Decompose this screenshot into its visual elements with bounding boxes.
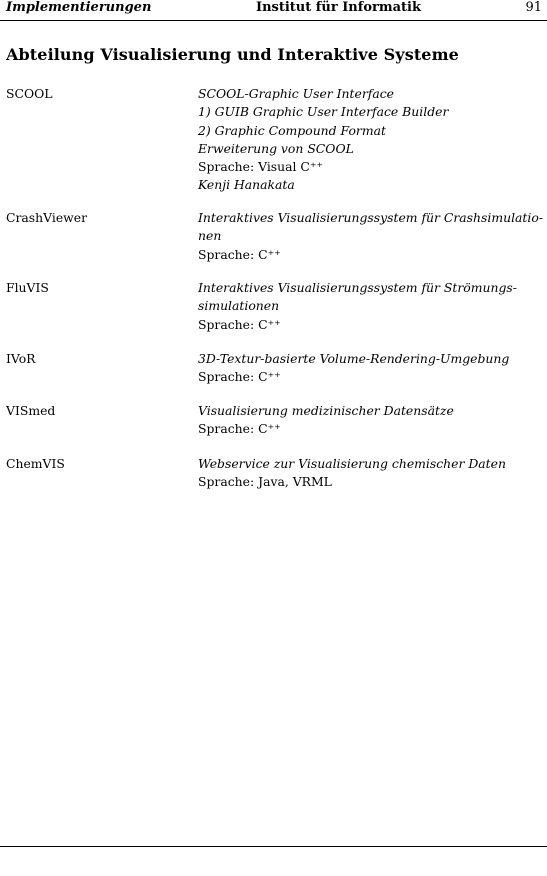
entry-author: Kenji Hanakata [198,177,295,193]
running-head-institute: Institut für Informatik [256,0,421,15]
entry-line: simulationen [198,298,280,314]
entry-description [198,85,544,195]
entry-line: Webservice zur Visualisierung chemischer Daten [198,456,506,471]
section-title: Abteilung Visualisierung und Interaktive Systeme [6,45,459,64]
entry-line: Interaktives Visualisierungssystem für Crashsimulatio- [198,210,544,225]
entry-line: SCOOL-Graphic User Interface [198,86,395,101]
entry-language: Sprache: C⁺⁺ [198,421,281,437]
entry-description [198,455,544,492]
running-head [6,0,542,18]
entry-name: CrashViewer [6,210,88,225]
entry-language: Sprache: C⁺⁺ [198,316,281,332]
entry-name: SCOOL [6,86,53,101]
entry-language: Sprache: Java, VRML [198,474,332,490]
entry-name: IVoR [6,351,36,366]
entry-line: nen [198,228,222,244]
entry-description [198,279,544,334]
entry-language: Sprache: C⁺⁺ [198,246,281,262]
entry-description [198,350,544,387]
entry-line: 3D-Textur-basierte Volume-Rendering-Umgebung [198,351,510,366]
entry-name: VISmed [6,403,56,418]
entry-line: 1) GUIB Graphic User Interface Builder [198,104,449,120]
entry-description [198,402,544,439]
entry-description [198,209,544,264]
running-head-chapter: Implementierungen [6,0,152,15]
entry-line: Erweiterung von SCOOL [198,140,354,156]
entry-name: ChemVIS [6,456,65,471]
entry-name: FluVIS [6,280,49,295]
entry-line: Visualisierung medizinischer Datensätze [198,403,454,418]
entry-line: 2) Graphic Compound Format [198,122,386,138]
entry-line: Interaktives Visualisierungssystem für Strömungs- [198,280,517,295]
entry-language: Sprache: Visual C⁺⁺ [198,159,323,175]
header-divider [0,20,547,21]
page-number: 91 [525,0,542,15]
footer-divider [0,846,547,847]
entry-language: Sprache: C⁺⁺ [198,369,281,385]
